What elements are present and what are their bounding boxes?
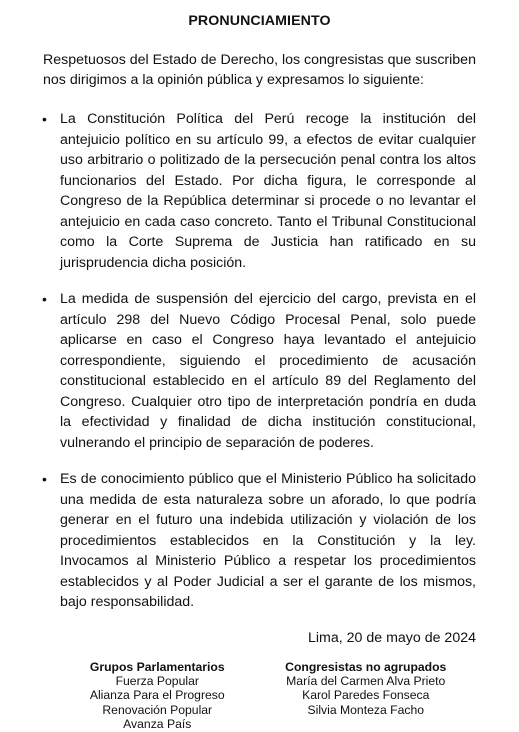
signatories-independents [262,660,471,732]
signatory-name: Avanza País [123,717,192,732]
signatory-name: María del Carmen Alva Prieto [286,673,446,688]
bullet-icon: • [42,471,47,487]
bullet-list [43,109,476,613]
bullet-icon: • [42,111,47,127]
signatory-name: Karol Paredes Fonseca [302,688,430,703]
signatories-groups-heading: Grupos Parlamentarios [89,659,225,674]
document-title: PRONUNCIAMIENTO [188,13,331,29]
bullet-text: Es de conocimiento público que el Ministerio Público ha solicitado una medida de esta naturaleza sobre un aforado, lo que podría generar en el futuro una indebida utilización y violación de los procedimientos establecidos en la Constitución y la ley. Invocamos al Ministerio Público a respetar los procedimientos establecidos y al Poder Judicial a ser el garante de los mismos, bajo responsabilidad. [60,471,476,610]
intro-paragraph: Respetuosos del Estado de Derecho, los congresistas que suscriben nos dirigimos a la opinión pública y expresamos lo siguiente: [43,52,476,88]
bullet-text: La Constitución Política del Perú recoge la institución del antejuicio político en su artículo 99, a efectos de evitar cualquier uso arbitrario o politizado de la persecución penal contra los altos funcionarios del Estado. Por dicha figura, le corresponde al Congreso de la República determinar si procede o no levantar el antejuicio en cada caso concreto. Tanto el Tribunal Constitucional como la Corte Suprema de Justicia han ratificado en su jurisprudencia dicha posición. [60,111,476,271]
document-date: Lima, 20 de mayo de 2024 [308,629,476,646]
signatory-name: Fuerza Popular [115,673,199,688]
signatories [43,660,476,732]
bullet-text: La medida de suspensión del ejercicio del cargo, prevista en el artículo 298 del Nuevo Código Procesal Penal, solo puede aplicarse en caso el Congreso haya levantado el antejuicio correspondiente, siguiendo el procedimiento de acusación constitucional establecido en el artículo 89 del Reglamento del Congreso. Cualquier otro tipo de interpretación pondría en duda la efectividad y finalidad de dicha institución constitucional, vulnerando el principio de separación de poderes. [60,291,476,451]
bullet-item [43,109,476,273]
signatories-groups [53,660,262,732]
signatory-name: Renovación Popular [102,702,213,717]
bullet-item [43,469,476,613]
signatory-name: Silvia Monteza Facho [307,702,424,717]
signatory-name: Alianza Para el Progreso [89,688,225,703]
bullet-item [43,289,476,453]
bullet-icon: • [42,291,47,307]
signatories-independents-heading: Congresistas no agrupados [285,659,447,674]
